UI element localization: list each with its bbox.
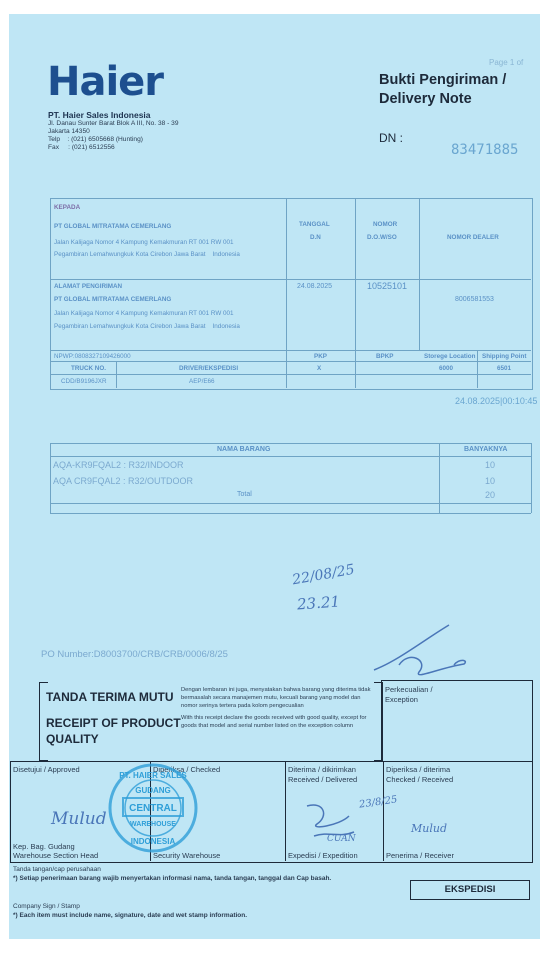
tanggal-label: TANGGAL xyxy=(299,221,330,228)
document-title-id: Bukti Pengiriman / xyxy=(379,72,507,88)
copy-label: EKSPEDISI xyxy=(410,880,530,900)
item-row-name: AQA-KR9FQAL2 : R32/INDOOR xyxy=(53,460,184,470)
handwritten-time: 23.21 xyxy=(296,592,341,614)
shipping-name: PT GLOBAL MITRATAMA CEMERLANG xyxy=(54,296,172,303)
footer-sign-en: Company Sign / Stamp xyxy=(13,903,80,910)
approver-signature: Mulud xyxy=(51,809,107,829)
consignee-address: Jalan Kalijaga Nomor 4 Kampung Kemakmuran RT 001 RW 001 xyxy=(54,239,234,246)
receipt-title-id: TANDA TERIMA MUTU xyxy=(46,690,174,704)
item-row-qty: 10 xyxy=(485,476,496,486)
delivered-label: Received / Delivered xyxy=(288,775,358,784)
storage-value: 6000 xyxy=(439,365,454,372)
driver-name: AEP/E66 xyxy=(189,378,215,385)
footer-sign-id: Tanda tangan/cap perusahaan xyxy=(13,866,101,873)
expedition-note: CUAN xyxy=(327,834,356,844)
document-title-en: Delivery Note xyxy=(379,91,472,107)
svg-text:CENTRAL: CENTRAL xyxy=(129,803,177,814)
shipping-date: 24.08.2025 xyxy=(297,283,333,290)
haier-logo: Haier xyxy=(47,59,164,105)
company-name: PT. Haier Sales Indonesia xyxy=(48,110,151,120)
address-line: Jl. Danau Sunter Barat Blok A III, No. 38 - 39 xyxy=(48,120,179,127)
dealer-number: 8006581553 xyxy=(455,296,494,303)
truck-number: CDD/B9196JXR xyxy=(61,378,107,385)
truck-label: TRUCK NO. xyxy=(71,365,106,372)
receipt-title-en-2: QUALITY xyxy=(46,732,99,746)
quantity-header: BANYAKNYA xyxy=(464,446,508,453)
svg-text:WAREHOUSE: WAREHOUSE xyxy=(130,821,176,828)
bpkp-label: BPKP xyxy=(376,353,394,360)
storage-label: Storege Location xyxy=(424,353,476,360)
page-indicator: Page 1 of xyxy=(489,58,524,67)
item-row-qty: 10 xyxy=(485,460,496,470)
nomor-label: NOMOR xyxy=(373,221,398,228)
shipping-address: Jalan Kalijaga Nomor 4 Kampung Kemakmuran RT 001 RW 001 xyxy=(54,310,234,317)
expedition-label: Expedisi / Expedition xyxy=(288,851,358,860)
footer-note-id: *) Setiap penerimaan barang wajib menyertakan informasi nama, tanda tangan, tanggal dan Cap basah. xyxy=(13,875,332,882)
footer-note-en: *) Each item must include name, signature, date and wet stamp information. xyxy=(13,912,248,919)
address-line: Jakarta 14350 xyxy=(48,128,90,135)
receiver-label: Penerima / Receiver xyxy=(386,851,454,860)
total-quantity: 20 xyxy=(485,490,496,500)
npwp-number: NPWP:0808327109426000 xyxy=(54,353,131,360)
phone-line: Telp : (021) 6505668 (Hunting) xyxy=(48,136,143,143)
nomor-sub: D.O.W/SO xyxy=(367,234,397,241)
svg-text:GUDANG: GUDANG xyxy=(135,786,171,795)
order-number: 10525101 xyxy=(367,281,408,291)
exception-label-id: Perkecualian / xyxy=(385,685,433,694)
consignee-city: Pegambiran Lemahwungkuk Kota Cirebon Jawa Barat Indonesia xyxy=(54,251,240,258)
warehouse-stamp-icon xyxy=(107,762,199,854)
kepada-label: KEPADA xyxy=(54,204,81,211)
pkp-label: PKP xyxy=(314,353,327,360)
consignee-name: PT GLOBAL MITRATAMA CEMERLANG xyxy=(54,223,172,230)
shipping-point-value: 6501 xyxy=(497,365,512,372)
fax-line: Fax : (021) 6512556 xyxy=(48,144,115,151)
item-row-name: AQA CR9FQAL2 : R32/OUTDOOR xyxy=(53,476,194,486)
security-label: Security Warehouse xyxy=(153,851,221,860)
receipt-text-en: With this receipt declare the goods received with good quality, except for goods that model and serial number listed on the exception column xyxy=(181,715,367,729)
item-name-header: NAMA BARANG xyxy=(217,446,271,453)
po-number: PO Number:D8003700/CRB/CRB/0006/8/25 xyxy=(41,649,228,660)
shipping-label: ALAMAT PENGIRIMAN xyxy=(54,283,123,290)
svg-text:INDONESIA: INDONESIA xyxy=(130,837,176,846)
receipt-title-en: RECEIPT OF PRODUCT xyxy=(46,716,181,730)
print-timestamp: 24.08.2025|00:10:45 xyxy=(455,396,538,406)
svg-text:PT. HAIER SALES: PT. HAIER SALES xyxy=(119,771,187,780)
received-label: Diterima / dikirimkan xyxy=(288,765,356,774)
tanggal-sub: D.N xyxy=(310,234,321,241)
receipt-text-id: Dengan lembaran ini juga, menyatakan bahwa barang yang diterima tidak bermasalah secara manajemen mutu, kecuali barang yang model dan nomor serinya tertera pada kolom pengecualian xyxy=(181,687,371,709)
checked-received-label: Diperiksa / diterima xyxy=(386,765,451,774)
dn-number: 83471885 xyxy=(451,142,519,158)
receiver-signature: Mulud xyxy=(411,822,447,835)
dn-label: DN : xyxy=(379,131,403,145)
exception-label-en: Exception xyxy=(385,695,418,704)
handwritten-signature-icon xyxy=(369,620,479,680)
shipping-city: Pegambiran Lemahwungkuk Kota Cirebon Jawa Barat Indonesia xyxy=(54,323,240,330)
approved-label: Disetujui / Approved xyxy=(13,765,80,774)
dealer-label: NOMOR DEALER xyxy=(447,234,499,241)
checked-received-label-en: Checked / Received xyxy=(386,775,454,784)
pkp-value: X xyxy=(317,365,322,372)
checked-label: Diperiksa / Checked xyxy=(153,765,221,774)
delivery-note-sheet xyxy=(9,14,540,939)
shipping-point-label: Shipping Point xyxy=(482,353,527,360)
total-label: Total xyxy=(237,491,252,498)
handwritten-arrival-date: 23/8/25 xyxy=(358,794,399,811)
handwritten-date: 22/08/25 xyxy=(291,561,356,589)
driver-label: DRIVER/EKSPEDISI xyxy=(179,365,239,372)
section-head-label-en: Warehouse Section Head xyxy=(13,851,99,860)
section-head-label: Kep. Bag. Gudang xyxy=(13,842,75,851)
